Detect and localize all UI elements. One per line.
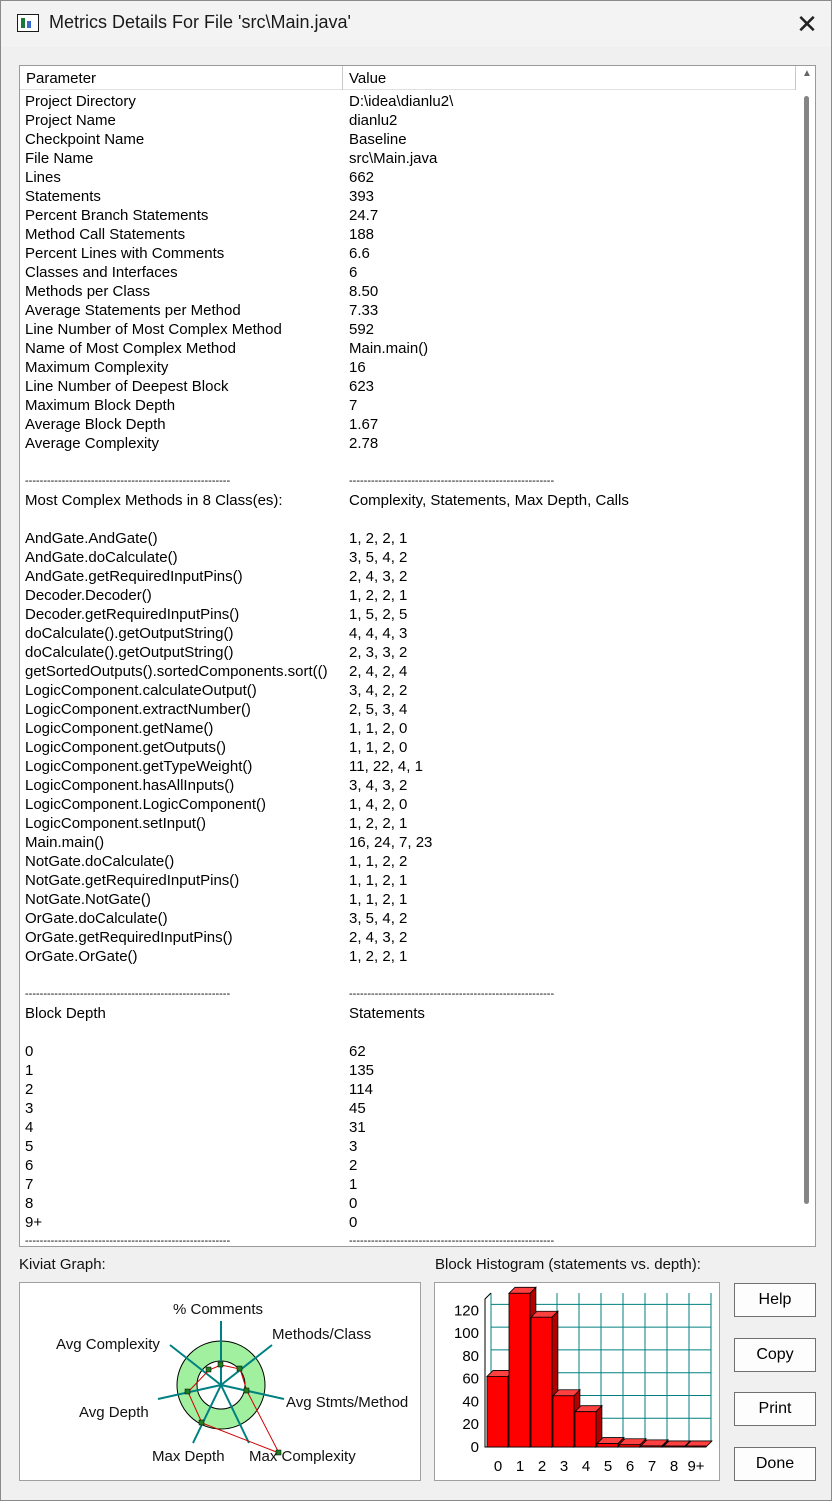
value-cell: 1, 2, 2, 1 xyxy=(349,815,408,832)
parameter-cell: Maximum Block Depth xyxy=(25,397,176,414)
table-row[interactable] xyxy=(20,263,796,282)
table-row[interactable] xyxy=(20,149,796,168)
help-button-label: Help xyxy=(758,1291,792,1308)
value-cell: 0 xyxy=(349,1214,358,1231)
value-cell: 7.33 xyxy=(349,302,379,319)
print-button-label: Print xyxy=(758,1400,792,1417)
histogram-bar xyxy=(597,1444,618,1447)
table-row[interactable] xyxy=(20,1061,796,1080)
scroll-thumb[interactable] xyxy=(804,96,809,1204)
kiviat-graph-panel xyxy=(19,1282,421,1481)
value-cell: 3, 4, 2, 2 xyxy=(349,682,408,699)
table-row[interactable] xyxy=(20,187,796,206)
value-cell: 2, 4, 3, 2 xyxy=(349,929,408,946)
value-cell: Complexity, Statements, Max Depth, Calls xyxy=(349,492,629,509)
parameter-cell: 0 xyxy=(25,1043,34,1060)
x-tick-label: 0 xyxy=(493,1458,503,1475)
separator-row[interactable] xyxy=(20,985,796,1004)
table-row[interactable] xyxy=(20,700,796,719)
parameter-cell: Decoder.Decoder() xyxy=(25,587,152,604)
table-row[interactable] xyxy=(20,206,796,225)
print-button[interactable] xyxy=(734,1392,816,1426)
kiviat-axis-label: Avg Depth xyxy=(79,1404,149,1421)
value-cell: 3, 5, 4, 2 xyxy=(349,549,408,566)
parameter-cell: AndGate.doCalculate() xyxy=(25,549,178,566)
table-row[interactable] xyxy=(20,491,796,510)
value-cell: 1, 1, 2, 2 xyxy=(349,853,408,870)
table-row[interactable] xyxy=(20,662,796,681)
value-cell: 135 xyxy=(349,1062,375,1079)
table-row[interactable] xyxy=(20,776,796,795)
table-row[interactable] xyxy=(20,586,796,605)
kiviat-axis-label: Avg Complexity xyxy=(56,1336,160,1353)
table-row[interactable] xyxy=(20,1194,796,1213)
parameter-cell: 4 xyxy=(25,1119,34,1136)
title-bar[interactable] xyxy=(1,1,831,47)
value-cell: Baseline xyxy=(349,131,407,148)
help-button[interactable] xyxy=(734,1283,816,1317)
parameter-cell: NotGate.getRequiredInputPins() xyxy=(25,872,240,889)
value-cell: 4, 4, 4, 3 xyxy=(349,625,408,642)
value-cell: 16, 24, 7, 23 xyxy=(349,834,433,851)
histogram-bar xyxy=(641,1446,662,1447)
parameter-cell: Average Statements per Method xyxy=(25,302,241,319)
x-tick-label: 8 xyxy=(669,1458,679,1475)
value-cell: 31 xyxy=(349,1119,366,1136)
parameter-cell: LogicComponent.getName() xyxy=(25,720,214,737)
parameter-cell: Checkpoint Name xyxy=(25,131,145,148)
parameter-cell: Line Number of Deepest Block xyxy=(25,378,229,395)
metrics-list[interactable] xyxy=(19,65,816,1247)
parameter-cell: Most Complex Methods in 8 Class(es): xyxy=(25,492,283,509)
done-button-label: Done xyxy=(755,1455,795,1472)
y-tick-label: 80 xyxy=(462,1347,479,1365)
value-cell: Statements xyxy=(349,1005,425,1022)
value-cell: 1.67 xyxy=(349,416,379,433)
table-row[interactable] xyxy=(20,795,796,814)
parameter-cell: File Name xyxy=(25,150,94,167)
table-row[interactable] xyxy=(20,966,796,985)
value-cell: -------------------------------------------------------- xyxy=(349,988,555,1000)
table-row[interactable] xyxy=(20,681,796,700)
table-row[interactable] xyxy=(20,510,796,529)
value-cell: 1, 5, 2, 5 xyxy=(349,606,408,623)
histogram-bar xyxy=(509,1293,530,1447)
copy-button-label: Copy xyxy=(756,1346,794,1363)
value-cell: 62 xyxy=(349,1043,366,1060)
value-cell: 1, 2, 2, 1 xyxy=(349,530,408,547)
histogram-bar xyxy=(575,1412,596,1447)
parameter-cell: Decoder.getRequiredInputPins() xyxy=(25,606,240,623)
value-cell: 7 xyxy=(349,397,358,414)
histogram-bar xyxy=(531,1317,552,1447)
parameter-cell: Method Call Statements xyxy=(25,226,186,243)
parameter-cell: Main.main() xyxy=(25,834,105,851)
parameter-cell: LogicComponent.hasAllInputs() xyxy=(25,777,235,794)
kiviat-graph xyxy=(20,1283,420,1480)
table-row[interactable] xyxy=(20,396,796,415)
window-title: Metrics Details For File 'src\Main.java' xyxy=(49,12,351,32)
close-button[interactable] xyxy=(787,7,827,41)
vertical-scrollbar[interactable] xyxy=(796,66,816,1246)
y-tick-label: 40 xyxy=(462,1393,479,1411)
value-cell: 188 xyxy=(349,226,375,243)
histogram-label: Block Histogram (statements vs. depth): xyxy=(435,1256,701,1273)
histogram-bar xyxy=(619,1445,640,1447)
value-cell: 1, 1, 2, 0 xyxy=(349,739,408,756)
table-row[interactable] xyxy=(20,225,796,244)
table-row[interactable] xyxy=(20,605,796,624)
parameter-cell: Maximum Complexity xyxy=(25,359,169,376)
table-row[interactable] xyxy=(20,738,796,757)
table-row[interactable] xyxy=(20,814,796,833)
value-cell: 0 xyxy=(349,1195,358,1212)
parameter-cell: getSortedOutputs().sortedComponents.sort(() xyxy=(25,663,328,680)
value-cell: -------------------------------------------------------- xyxy=(349,1235,555,1247)
value-cell: 3, 4, 3, 2 xyxy=(349,777,408,794)
kiviat-axis-label: Methods/Class xyxy=(272,1326,372,1343)
value-cell: 2, 3, 3, 2 xyxy=(349,644,408,661)
table-row[interactable] xyxy=(20,833,796,852)
table-row[interactable] xyxy=(20,358,796,377)
histogram-bar xyxy=(487,1376,508,1447)
value-cell: 8.50 xyxy=(349,283,379,300)
histogram-bar xyxy=(553,1396,574,1447)
table-row[interactable] xyxy=(20,1213,796,1232)
value-cell: 24.7 xyxy=(349,207,379,224)
table-row[interactable] xyxy=(20,909,796,928)
table-row[interactable] xyxy=(20,1042,796,1061)
value-cell: -------------------------------------------------------- xyxy=(349,475,555,487)
parameter-cell: LogicComponent.extractNumber() xyxy=(25,701,251,718)
value-cell: 1, 1, 2, 1 xyxy=(349,872,408,889)
value-cell: dianlu2 xyxy=(349,112,398,129)
parameter-cell: -------------------------------------------------------- xyxy=(25,988,231,1000)
value-cell: 592 xyxy=(349,321,375,338)
y-tick-label: 0 xyxy=(470,1439,479,1456)
parameter-cell: Average Block Depth xyxy=(25,416,166,433)
parameter-cell: NotGate.doCalculate() xyxy=(25,853,175,870)
parameter-cell: -------------------------------------------------------- xyxy=(25,1235,231,1247)
value-cell: 114 xyxy=(349,1081,373,1098)
value-cell: 1, 1, 2, 1 xyxy=(349,891,408,908)
table-row[interactable] xyxy=(20,548,796,567)
parameter-cell: Classes and Interfaces xyxy=(25,264,178,281)
table-row[interactable] xyxy=(20,111,796,130)
parameter-cell: Statements xyxy=(25,188,101,205)
y-tick-label: 100 xyxy=(453,1325,479,1343)
table-row[interactable] xyxy=(20,947,796,966)
kiviat-label: Kiviat Graph: xyxy=(19,1256,106,1273)
app-icon xyxy=(17,14,39,32)
parameter-cell: 9+ xyxy=(25,1214,43,1231)
parameter-cell: AndGate.getRequiredInputPins() xyxy=(25,568,243,585)
value-cell: 393 xyxy=(349,188,375,205)
kiviat-axis-label: Avg Stmts/Method xyxy=(286,1394,409,1411)
table-row[interactable] xyxy=(20,320,796,339)
parameter-cell: OrGate.getRequiredInputPins() xyxy=(25,929,233,946)
y-tick-label: 20 xyxy=(462,1416,479,1434)
table-row[interactable] xyxy=(20,529,796,548)
kiviat-axis-label: % Comments xyxy=(173,1301,264,1318)
value-cell: 6 xyxy=(349,264,358,281)
parameter-cell: Project Directory xyxy=(25,93,136,110)
parameter-cell: 6 xyxy=(25,1157,34,1174)
table-row[interactable] xyxy=(20,282,796,301)
parameter-cell: doCalculate().getOutputString() xyxy=(25,644,234,661)
parameter-cell: LogicComponent.getTypeWeight() xyxy=(25,758,253,775)
value-cell: 662 xyxy=(349,169,375,186)
table-row[interactable] xyxy=(20,567,796,586)
column-header-parameter[interactable]: Parameter xyxy=(20,66,343,90)
table-row[interactable] xyxy=(20,1137,796,1156)
parameter-cell: OrGate.OrGate() xyxy=(25,948,138,965)
value-cell: D:\idea\dianlu2\ xyxy=(349,93,454,110)
table-row[interactable] xyxy=(20,415,796,434)
parameter-cell: NotGate.NotGate() xyxy=(25,891,151,908)
parameter-cell: Percent Branch Statements xyxy=(25,207,209,224)
table-row[interactable] xyxy=(20,1099,796,1118)
histogram-bar xyxy=(685,1446,706,1447)
kiviat-axis-label: Max Depth xyxy=(152,1448,225,1465)
table-row[interactable] xyxy=(20,643,796,662)
table-row[interactable] xyxy=(20,871,796,890)
x-tick-label: 6 xyxy=(625,1458,635,1475)
table-row[interactable] xyxy=(20,1004,796,1023)
table-row[interactable] xyxy=(20,624,796,643)
parameter-cell: Line Number of Most Complex Method xyxy=(25,321,282,338)
value-cell: 1, 4, 2, 0 xyxy=(349,796,408,813)
table-row[interactable] xyxy=(20,890,796,909)
separator-row[interactable] xyxy=(20,1232,796,1247)
parameter-cell: 7 xyxy=(25,1176,34,1193)
table-row[interactable] xyxy=(20,852,796,871)
x-tick-label: 3 xyxy=(559,1458,569,1475)
value-cell: 45 xyxy=(349,1100,366,1117)
table-row[interactable] xyxy=(20,1080,796,1099)
list-rows xyxy=(20,92,796,1247)
parameter-cell: Project Name xyxy=(25,112,116,129)
value-cell: 623 xyxy=(349,378,375,395)
table-row[interactable] xyxy=(20,757,796,776)
value-cell: 2, 4, 3, 2 xyxy=(349,568,408,585)
value-cell: 1 xyxy=(349,1176,358,1193)
column-header-value[interactable]: Value xyxy=(343,66,796,90)
parameter-cell: Percent Lines with Comments xyxy=(25,245,225,262)
x-tick-label: 4 xyxy=(581,1458,591,1475)
parameter-cell: LogicComponent.calculateOutput() xyxy=(25,682,257,699)
value-cell: 2 xyxy=(349,1157,358,1174)
parameter-cell: AndGate.AndGate() xyxy=(25,530,158,547)
table-row[interactable] xyxy=(20,168,796,187)
table-row[interactable] xyxy=(20,1156,796,1175)
kiviat-axis-label: Max Complexity xyxy=(249,1448,356,1465)
separator-row[interactable] xyxy=(20,472,796,491)
table-row[interactable] xyxy=(20,339,796,358)
table-row[interactable] xyxy=(20,719,796,738)
table-row[interactable] xyxy=(20,453,796,472)
y-tick-label: 120 xyxy=(453,1302,479,1320)
x-tick-label: 5 xyxy=(603,1458,613,1475)
parameter-cell: OrGate.doCalculate() xyxy=(25,910,168,927)
parameter-cell: 1 xyxy=(25,1062,34,1079)
value-cell: 2.78 xyxy=(349,435,379,452)
table-row[interactable] xyxy=(20,244,796,263)
value-cell: 1, 2, 2, 1 xyxy=(349,948,408,965)
value-cell: 2, 5, 3, 4 xyxy=(349,701,408,718)
y-tick-label: 60 xyxy=(462,1370,479,1388)
block-histogram-panel xyxy=(434,1282,720,1481)
value-cell: 1, 2, 2, 1 xyxy=(349,587,408,604)
value-cell: 16 xyxy=(349,359,366,376)
block-histogram-chart xyxy=(435,1283,719,1480)
table-row[interactable] xyxy=(20,130,796,149)
value-cell: 6.6 xyxy=(349,245,370,262)
scroll-up-arrow-icon[interactable]: ▲ xyxy=(802,68,812,79)
parameter-cell: Average Complexity xyxy=(25,435,159,452)
parameter-cell: Methods per Class xyxy=(25,283,151,300)
x-tick-label: 1 xyxy=(515,1458,525,1475)
parameter-cell: Block Depth xyxy=(25,1005,106,1022)
table-row[interactable] xyxy=(20,928,796,947)
value-cell: 3, 5, 4, 2 xyxy=(349,910,408,927)
x-tick-label: 9+ xyxy=(687,1458,705,1475)
table-row[interactable] xyxy=(20,1023,796,1042)
parameter-cell: LogicComponent.getOutputs() xyxy=(25,739,226,756)
x-tick-label: 7 xyxy=(647,1458,657,1475)
histogram-bar xyxy=(663,1446,684,1447)
parameter-cell: LogicComponent.LogicComponent() xyxy=(25,796,266,813)
parameter-cell: LogicComponent.setInput() xyxy=(25,815,206,832)
parameter-cell: -------------------------------------------------------- xyxy=(25,475,231,487)
copy-button[interactable] xyxy=(734,1338,816,1372)
table-row[interactable] xyxy=(20,377,796,396)
value-cell: 2, 4, 2, 4 xyxy=(349,663,408,680)
value-cell: src\Main.java xyxy=(349,150,438,167)
parameter-cell: Name of Most Complex Method xyxy=(25,340,236,357)
table-row[interactable] xyxy=(20,1118,796,1137)
parameter-cell: 8 xyxy=(25,1195,34,1212)
list-header xyxy=(20,66,796,90)
value-cell: Main.main() xyxy=(349,340,429,357)
parameter-cell: doCalculate().getOutputString() xyxy=(25,625,234,642)
close-icon: ✕ xyxy=(796,8,818,39)
table-row[interactable] xyxy=(20,92,796,111)
parameter-cell: 3 xyxy=(25,1100,34,1117)
parameter-cell: Lines xyxy=(25,169,61,186)
x-tick-label: 2 xyxy=(537,1458,547,1475)
value-cell: 1, 1, 2, 0 xyxy=(349,720,408,737)
done-button[interactable] xyxy=(734,1447,816,1481)
parameter-cell: 2 xyxy=(25,1081,34,1098)
parameter-cell: 5 xyxy=(25,1138,34,1155)
value-cell: 11, 22, 4, 1 xyxy=(349,758,423,775)
table-row[interactable] xyxy=(20,434,796,453)
table-row[interactable] xyxy=(20,301,796,320)
table-row[interactable] xyxy=(20,1175,796,1194)
value-cell: 3 xyxy=(349,1138,358,1155)
